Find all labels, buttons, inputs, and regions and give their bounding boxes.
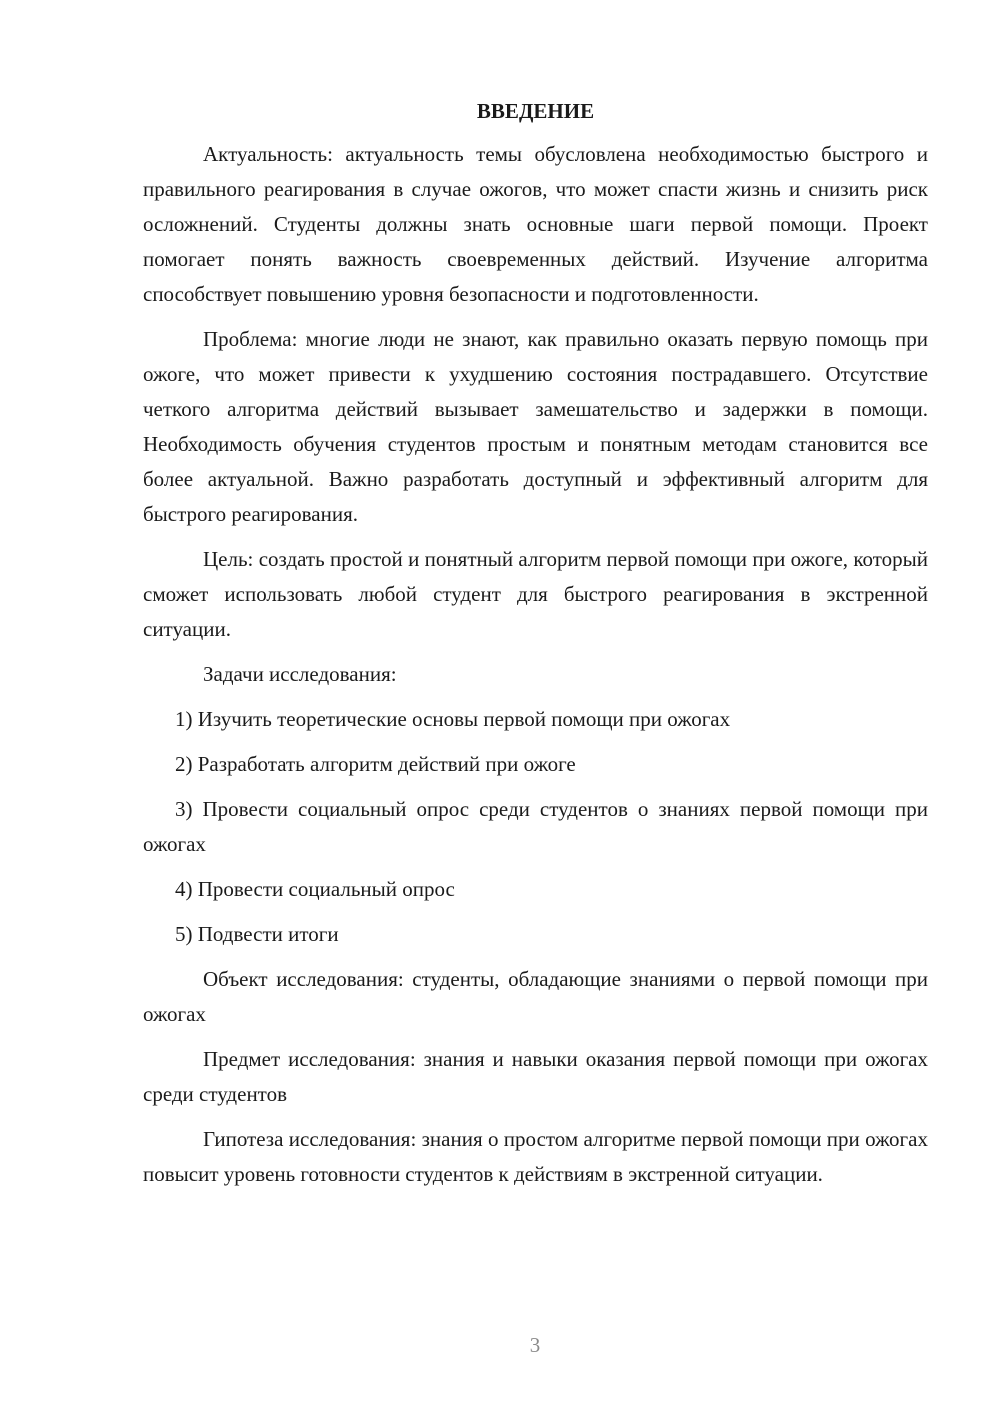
list-item: 3) Провести социальный опрос среди студентов о знаниях первой помощи при ожогах	[143, 797, 928, 856]
paragraph-relevance: Актуальность: актуальность темы обусловлена необходимостью быстрого и правильного реагирования в случае ожогов, что может спасти жизнь и снизить риск осложнений. Студенты должны знать основные шаги первой помощи. Проект помогает понять важность своевременных действий. Изучение алгоритма способствует повышению уровня безопасности и подготовленности.	[143, 142, 928, 306]
list-item: 5) Подвести итоги	[175, 922, 339, 946]
page-number: 3	[529, 1333, 541, 1357]
paragraph-problem: Проблема: многие люди не знают, как правильно оказать первую помощь при ожоге, что может привести к ухудшению состояния пострадавшего. Отсутствие четкого алгоритма действий вызывает замешательство и задержки в помощи. Необходимость обучения студентов простым и понятным методам становится все более актуальной. Важно разработать доступный и эффективный алгоритм для быстрого реагирования.	[143, 327, 928, 526]
paragraph-hypothesis: Гипотеза исследования: знания о простом алгоритме первой помощи при ожогах повысит уровень готовности студентов к действиям в экстренной ситуации.	[143, 1127, 928, 1186]
list-item: 4) Провести социальный опрос	[175, 877, 455, 901]
section-heading: ВВЕДЕНИЕ	[476, 99, 595, 123]
paragraph-subject: Предмет исследования: знания и навыки оказания первой помощи при ожогах среди студентов	[143, 1047, 928, 1106]
list-item: 2) Разработать алгоритм действий при ожоге	[175, 752, 576, 776]
tasks-list	[143, 702, 928, 952]
tasks-title: Задачи исследования:	[203, 662, 397, 686]
paragraph-object: Объект исследования: студенты, обладающие знаниями о первой помощи при ожогах	[143, 967, 928, 1026]
list-item: 1) Изучить теоретические основы первой помощи при ожогах	[175, 707, 731, 731]
paragraph-goal: Цель: создать простой и понятный алгоритм первой помощи при ожоге, который сможет использовать любой студент для быстрого реагирования в экстренной ситуации.	[143, 547, 928, 641]
document-page	[143, 94, 928, 1202]
